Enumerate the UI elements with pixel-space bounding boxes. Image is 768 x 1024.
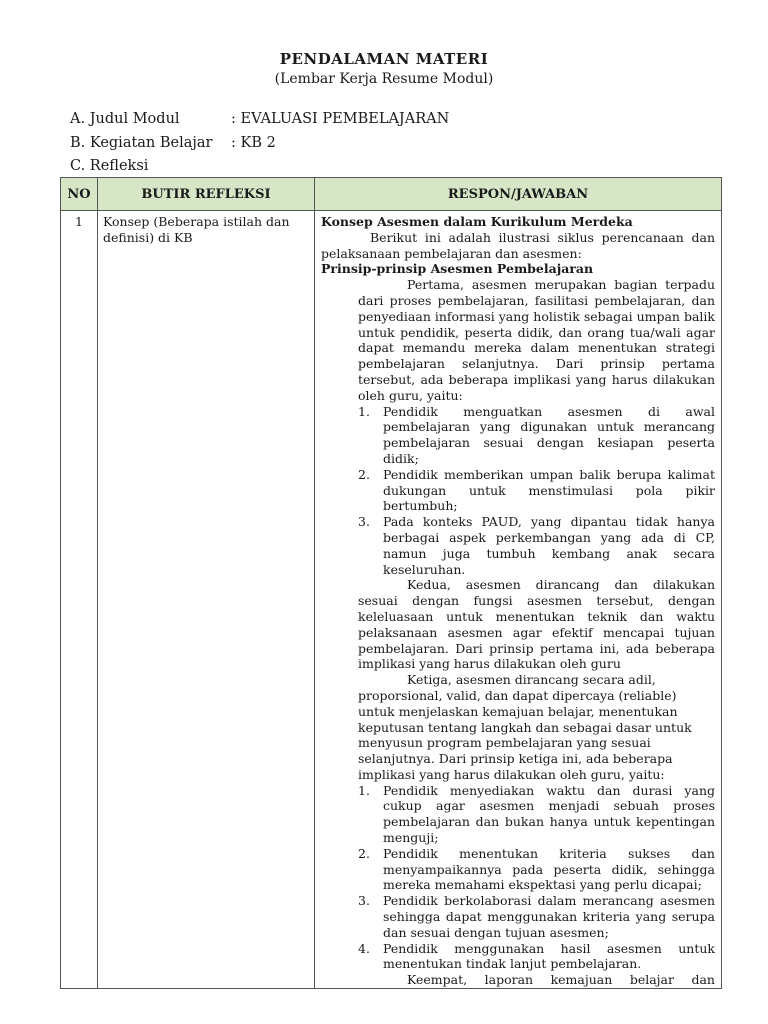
column-header-respon: RESPON/JAWABAN: [315, 178, 722, 211]
reflection-table: [60, 177, 722, 989]
column-header-no: NO: [61, 178, 98, 211]
meta-label: A. Judul Modul: [70, 111, 180, 127]
prinsip-pertama-lead: Pertama,: [407, 277, 464, 293]
meta-label: C. Refleksi: [70, 158, 149, 174]
row-butir: Konsep (Beberapa istilah dan definisi) di KB: [98, 211, 315, 989]
row-respon: [315, 211, 722, 989]
list-item: 1. Pendidik menguatkan asesmen di awal pembelajaran yang digunakan untuk merancang pembelajaran sesuai dengan kesiapan peserta didik;: [358, 403, 715, 466]
prinsip-kedua-text: asesmen dirancang dan dilakukan sesuai dengan fungsi asesmen tersebut, dengan keleluasaan untuk menentukan teknik dan waktu pelaksanaan asesmen agar efektif mencapai tujuan pembelajaran. Dari prinsip pertama ini, ada beberapa implikasi yang harus dilakukan oleh guru: [358, 577, 715, 672]
column-header-butir: BUTIR REFLEKSI: [98, 178, 315, 211]
list-item: 4. Pendidik menggunakan hasil asesmen untuk menentukan tindak lanjut pembelajaran.: [358, 940, 715, 972]
prinsip-pertama-text: asesmen merupakan bagian terpadu dari proses pembelajaran, fasilitasi pembelajaran, dan penyediaan informasi yang holistik sebagai umpan balik untuk pendidik, peserta didik, dan orang tua/wali agar dapat memandu mereka dalam menentukan strategi pembelajaran selanjutnya. Dari prinsip pertama tersebut, ada beberapa implikasi yang harus dilakukan oleh guru, yaitu:: [358, 277, 715, 403]
prinsip-keempat-line: Keempat, laporan kemajuan belajar dan: [407, 972, 715, 988]
meta-label: B. Kegiatan Belajar: [70, 135, 213, 151]
prinsip-ketiga-paragraph: untuk menjelaskan kemajuan belajar, menentukan keputusan tentang langkah dan sebagai dasar untuk menyusun program pembelajaran yang sesuai selanjutnya. Dari prinsip ketiga ini, ada beberapa implikasi yang harus dilakukan oleh guru, yaitu:: [358, 703, 692, 782]
list-item: 2. Pendidik memberikan umpan balik berupa kalimat dukungan untuk menstimulasi pola pikir bertumbuh;: [358, 466, 715, 514]
table-header-row: [61, 178, 722, 211]
list-item: 3. Pada konteks PAUD, yang dipantau tidak hanya berbagai aspek perkembangan yang ada di CP, namun juga tumbuh kembang anak secara keseluruhan.: [358, 514, 715, 577]
prinsip-pertama-paragraph: [321, 277, 715, 403]
section-heading: Konsep Asesmen dalam Kurikulum Merdeka: [321, 214, 633, 229]
implikasi-list-2: [321, 783, 715, 973]
list-item: 3. Pendidik berkolaborasi dalam merancang asesmen sehingga dapat menggunakan kriteria yang serupa dan sesuai dengan tujuan asesmen;: [358, 893, 715, 940]
intro-paragraph: Berikut ini adalah ilustrasi siklus perencanaan dan pelaksanaan pembelajaran dan asesmen:: [321, 229, 715, 261]
meta-value: : EVALUASI PEMBELAJARAN: [231, 111, 450, 127]
prinsip-ketiga-line2: proporsional, valid, dan dapat dipercaya (reliable): [358, 687, 677, 703]
meta-value: : KB 2: [231, 135, 276, 151]
page-subtitle: (Lembar Kerja Resume Modul): [274, 71, 494, 87]
list-item: 2. Pendidik menentukan kriteria sukses dan menyampaikannya pada peserta didik, sehingga mereka memahami ekspektasi yang perlu dicapai;: [358, 845, 715, 893]
prinsip-kedua-paragraph: [321, 577, 715, 672]
row-number: 1: [61, 211, 98, 989]
table-row: [61, 211, 722, 989]
prinsip-ketiga-line1: Ketiga, asesmen dirancang secara adil,: [407, 672, 656, 688]
list-item: 1. Pendidik menyediakan waktu dan durasi yang cukup agar asesmen menjadi sebuah proses pembelajaran dan bukan hanya untuk kepentingan menguji;: [358, 782, 715, 846]
prinsip-kedua-lead: Kedua,: [407, 577, 451, 593]
page-title: PENDALAMAN MATERI: [279, 50, 489, 68]
implikasi-list-1: [321, 404, 715, 578]
section-heading: Prinsip-prinsip Asesmen Pembelajaran: [321, 261, 594, 277]
